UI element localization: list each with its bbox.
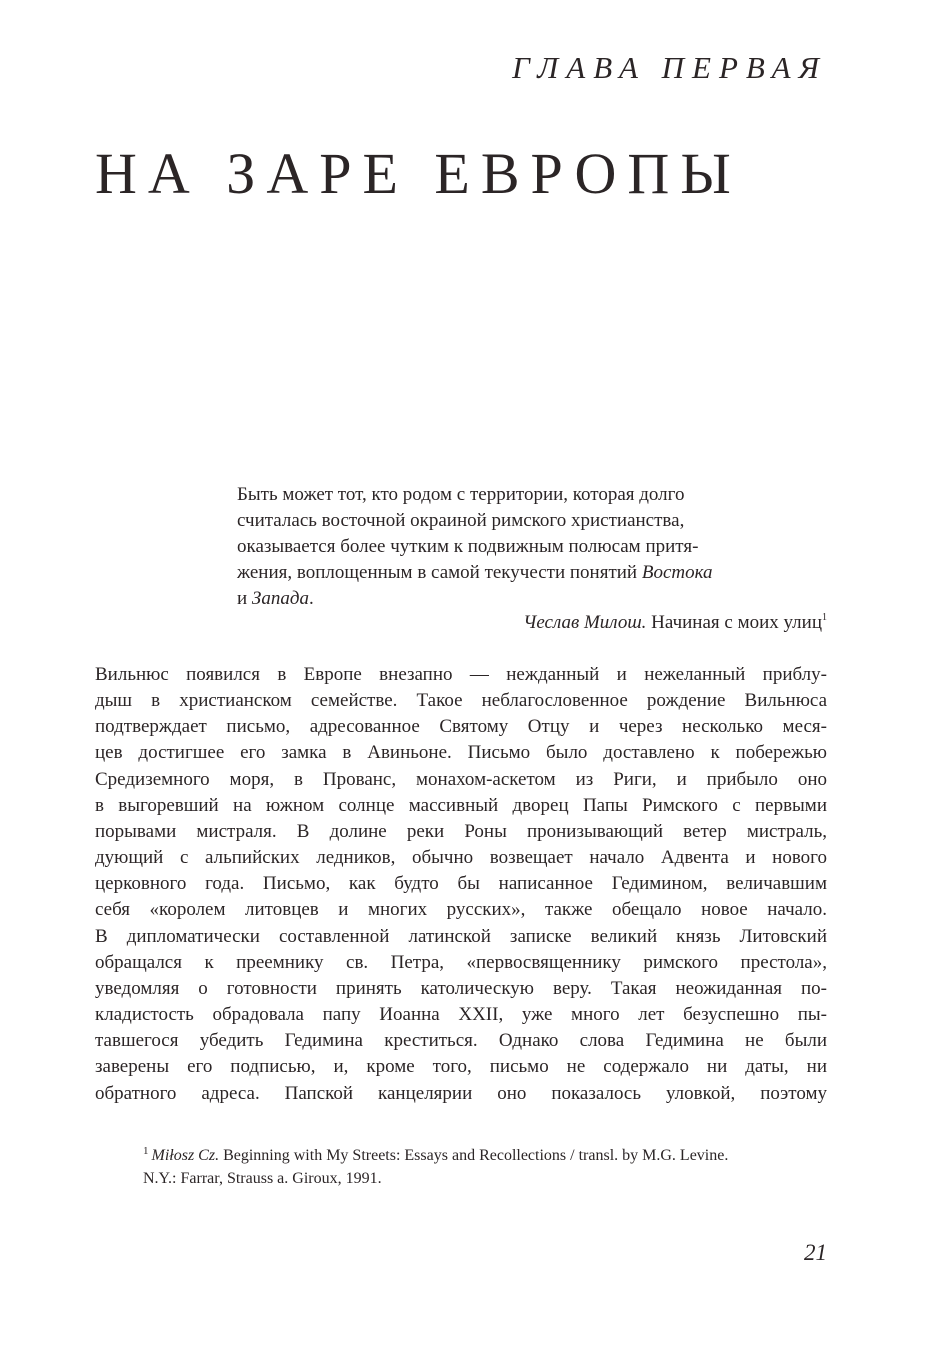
epigraph-attribution <box>523 612 827 634</box>
chapter-label: ГЛАВА ПЕРВАЯ <box>512 50 827 85</box>
epigraph-line: считалась восточной окраиной римского христианства, <box>237 510 685 531</box>
body-line: в выгоревший на южном солнце массивный дворец Папы Римского с первыми <box>95 794 827 816</box>
body-line: дыш в христианском семействе. Такое неблагословенное рождение Вильнюса <box>95 690 827 712</box>
body-line: заверены его подписью, и, кроме того, письмо не содержало ни даты, ни <box>95 1056 827 1078</box>
epigraph-text: и <box>237 588 252 609</box>
body-text <box>95 662 827 1107</box>
epigraph-text: . <box>308 588 314 609</box>
footnote-line <box>143 1140 827 1167</box>
footnote-text: Beginning with My Streets: Essays and Recollections / transl. by M.G. Levine. <box>219 1147 729 1164</box>
epigraph-emphasis: Востока <box>641 562 713 583</box>
body-line: Средиземного моря, в Прованс, монахом-аскетом из Риги, и прибыло оно <box>95 768 827 790</box>
body-line: кладистость обрадовала папу Иоанна XXII, уже много лет безуспешно пы- <box>95 1004 827 1026</box>
body-line: цев достигшее его замка в Авиньоне. Письмо было доставлено к побережью <box>95 742 827 764</box>
body-line: В дипломатически составленной латинской записке великий князь Литовский <box>95 925 827 947</box>
body-line: дующий с альпийских ледников, обычно возвещает начало Адвента и нового <box>95 847 827 869</box>
page-number: 21 <box>804 1240 827 1265</box>
footnote-line: N.Y.: Farrar, Strauss a. Giroux, 1991. <box>143 1170 382 1187</box>
epigraph-line <box>237 586 827 612</box>
footnote-ref[interactable]: 1 <box>822 612 827 623</box>
chapter-title: НА ЗАРЕ ЕВРОПЫ <box>95 141 742 206</box>
body-line: себя «королем литовцев и многих русских», также обещало новое начало. <box>95 899 827 921</box>
body-line: порывами мистраля. В долине реки Роны пронизывающий ветер мистраль, <box>95 820 827 842</box>
epigraph-line: Быть может тот, кто родом с территории, которая долго <box>237 484 685 505</box>
body-line: церковного года. Письмо, как будто бы написанное Гедимином, величавшим <box>95 873 827 895</box>
epigraph-line <box>237 560 827 586</box>
attribution-title: Начиная с моих улиц <box>651 612 822 633</box>
footnote-number: 1 <box>143 1145 149 1157</box>
body-line: обращался к преемнику св. Петра, «первосвященнику римского престола», <box>95 951 827 973</box>
attribution-author: Чеслав Милош. <box>523 612 647 633</box>
body-line: тавшегося убедить Гедимина креститься. Однако слова Гедимина не были <box>95 1030 827 1052</box>
body-line: уведомляя о готовности принять католическую веру. Такая неожиданная по- <box>95 977 827 999</box>
epigraph-emphasis: Запада <box>251 588 309 609</box>
footnote-author: Miłosz Cz. <box>151 1147 220 1164</box>
body-line: Вильнюс появился в Европе внезапно — нежданный и нежеланный приблу- <box>95 664 827 685</box>
body-line: обратного адреса. Папской канцелярии оно показалось уловкой, поэтому <box>95 1082 827 1104</box>
epigraph-line: оказывается более чутким к подвижным полюсам притя- <box>237 536 699 557</box>
epigraph <box>237 482 827 612</box>
body-line: подтверждает письмо, адресованное Святому Отцу и через несколько меся- <box>95 716 827 738</box>
epigraph-text: жения, воплощенным в самой текучести понятий <box>237 562 642 583</box>
footnote <box>143 1140 827 1190</box>
